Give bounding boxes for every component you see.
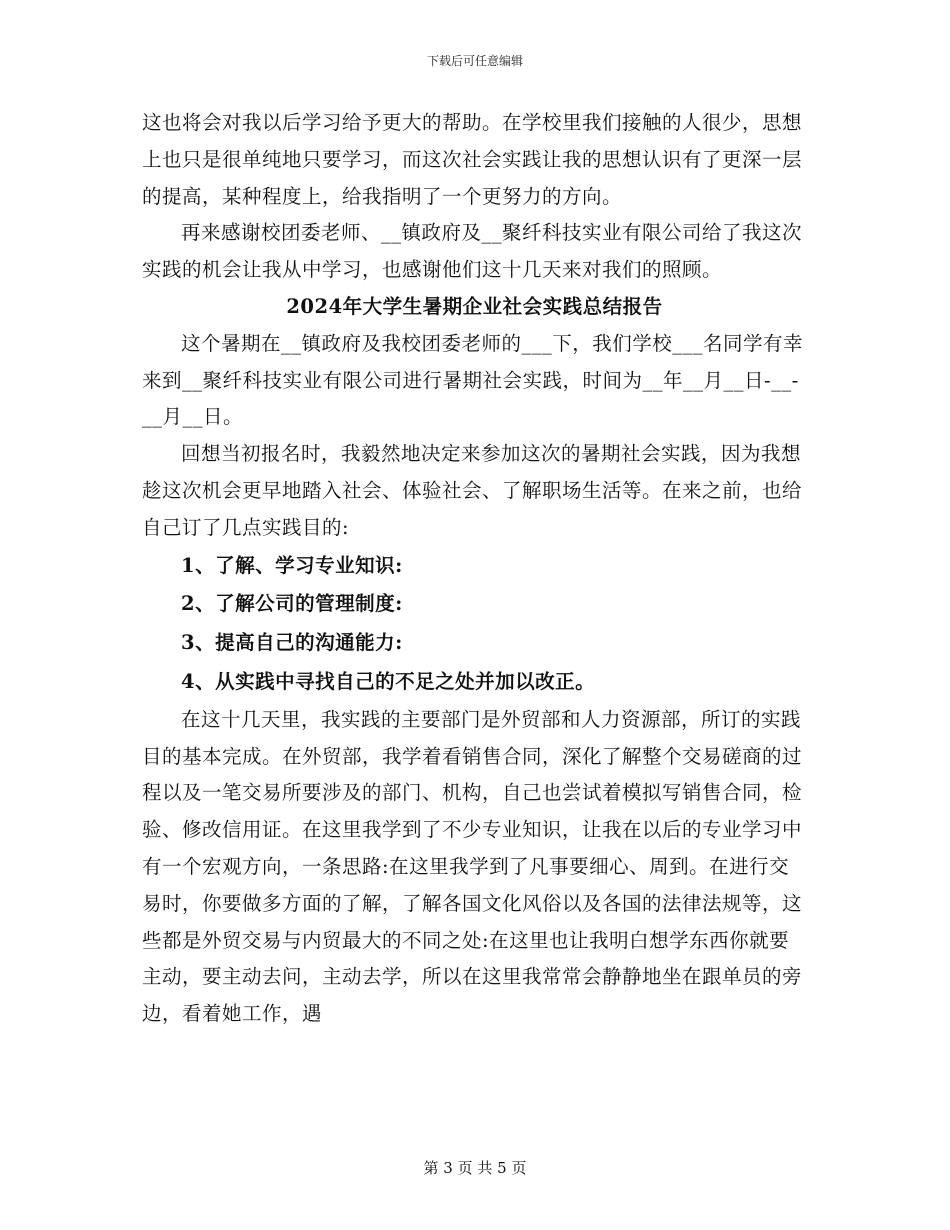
paragraph-5: 在这十几天里，我实践的主要部门是外贸部和人力资源部，所订的实践目的基本完成。在外贸部，我学着看销售合同，深化了解整个交易磋商的过程以及一笔交易所要涉及的部门、机构，自己也尝试着模拟写销售合同，检验、修改信用证。在这里我学到了不少专业知识，让我在以后的专业学习中有一个宏观方向，一条思路:在这里我学到了凡事要细心、周到。在进行交易时，你要做多方面的了解，了解各国文化风俗以及各国的法律法规等，这些都是外贸交易与内贸最大的不同之处:在这里也让我明白想学东西你就要主动，要主动去问，主动去学，所以在这里我常常会静静地坐在跟单员的旁边，看着她工作，遇 — [142, 707, 803, 1026]
paragraph-3: 这个暑期在__镇政府及我校团委老师的___下，我们学校___名同学有幸来到__聚纤科技实业有限公司进行暑期社会实践，时间为__年__月__日-__-__月__日。 — [142, 331, 804, 429]
page-number: 第 3 页 共 5 页 — [423, 1159, 527, 1177]
report-title: 2024年大学生暑期企业社会实践总结报告 — [286, 294, 663, 318]
list-item-3: 3、提高自己的沟通能力: — [181, 631, 403, 655]
paragraph-1: 这也将会对我以后学习给予更大的帮助。在学校里我们接触的人很少，思想上也只是很单纯地只要学习，而这次社会实践让我的思想认识有了更深一层的提高，某种程度上，给我指明了一个更努力的方向。 — [142, 111, 803, 208]
paragraph-2: 再来感谢校团委老师、__镇政府及__聚纤科技实业有限公司给了我这次实践的机会让我从中学习，也感谢他们这十几天来对我们的照顾。 — [142, 221, 803, 282]
list-item-2: 2、了解公司的管理制度: — [181, 592, 403, 616]
paragraph-4: 回想当初报名时，我毅然地决定来参加这次的暑期社会实践，因为我想趁这次机会更早地踏入社会、体验社会、了解职场生活等。在来之前，也给自己订了几点实践目的: — [142, 442, 803, 539]
document-body — [142, 105, 807, 1033]
list-item-1: 1、了解、学习专业知识: — [181, 553, 403, 577]
list-item-4: 4、从实践中寻找自己的不足之处并加以改正。 — [181, 669, 596, 693]
header-note: 下载后可任意编辑 — [426, 54, 523, 68]
